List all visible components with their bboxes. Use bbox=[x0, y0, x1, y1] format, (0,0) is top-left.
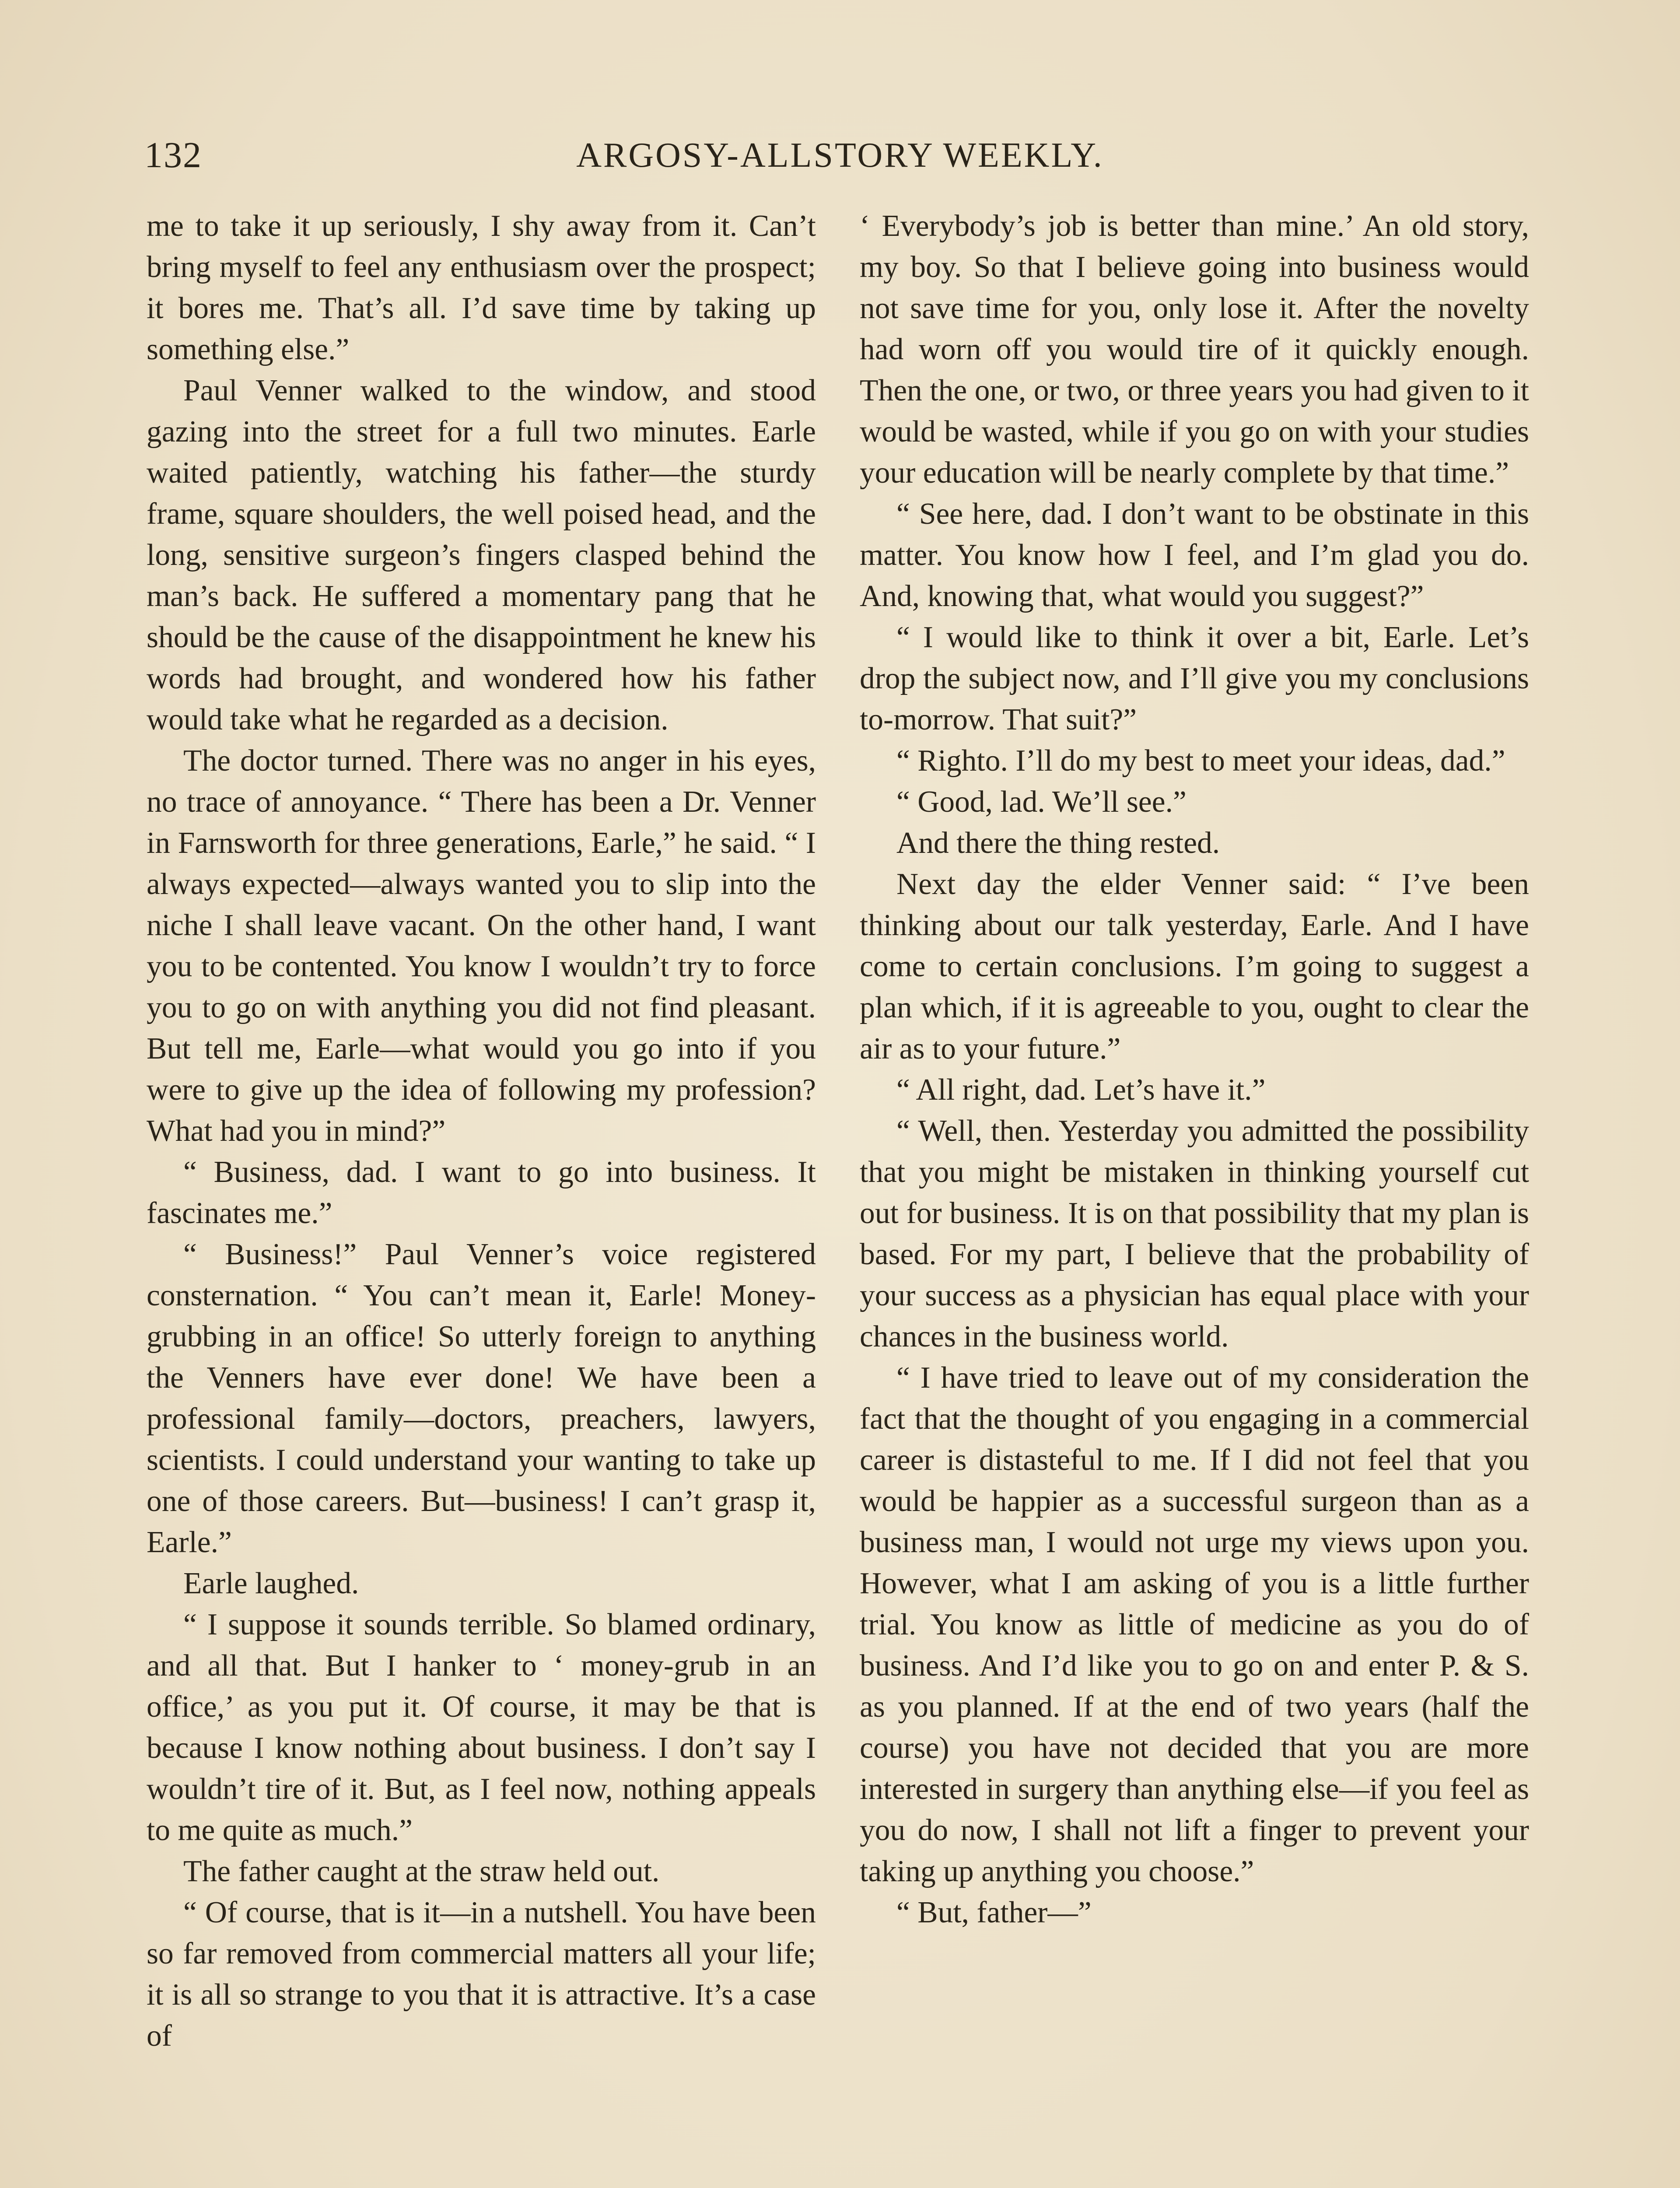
paragraph: “ Well, then. Yesterday you admitted the possibility that you might be mistaken in thinking yourself cut out for business. It is on that possibility that my plan is based. For my part, I believe that the probability of your success as a physician has equal place with your chances in the business world. bbox=[860, 1114, 1529, 1353]
paragraph: The father caught at the straw held out. bbox=[183, 1855, 660, 1888]
paragraph: “ Righto. I’ll do my best to meet your ideas, dad.” bbox=[896, 744, 1505, 778]
paragraph: ‘ Everybody’s job is better than mine.’ An old story, my boy. So that I believe going into business would not save time for you, only lose it. After the novelty had worn off you would tire of it quickly enough. Then the one, or two, or three years you had given to it would be wasted, while if you go on with your studies your education will be nearly complete by that time.” bbox=[860, 209, 1529, 490]
paragraph: Paul Venner walked to the window, and stood gazing into the street for a full two minutes. Earle waited patiently, watching his father—the sturdy frame, square shoulders, the well poised head, and the long, sensitive surgeon’s fingers clasped behind the man’s back. He suffered a momentary pang that he should be the cause of the disappointment he knew his words had brought, and wondered how his father would take what he regarded as a decision. bbox=[147, 374, 816, 736]
right-column bbox=[860, 206, 1529, 1933]
paragraph: “ Of course, that is it—in a nutshell. You have been so far removed from commercial matters all your life; it is all so strange to you that it is attractive. It’s a case of bbox=[147, 1896, 816, 2053]
paragraph: “ I suppose it sounds terrible. So blamed ordinary, and all that. But I hanker to ‘ money-grub in an office,’ as you put it. Of course, it may be that is because I know nothing about business. I don’t say I wouldn’t tire of it. But, as I feel now, nothing appeals to me quite as much.” bbox=[147, 1608, 816, 1847]
paragraph: “ Business, dad. I want to go into business. It fascinates me.” bbox=[147, 1155, 816, 1230]
paragraph: “ Business!” Paul Venner’s voice registered consternation. “ You can’t mean it, Earle! Money-grubbing in an office! So utterly foreign to anything the Venners have ever done! We have been a professional family—doctors, preachers, lawyers, scientists. I could understand your wanting to take up one of those careers. But—business! I can’t grasp it, Earle.” bbox=[147, 1238, 816, 1559]
paragraph: Earle laughed. bbox=[183, 1567, 359, 1600]
paragraph: The doctor turned. There was no anger in his eyes, no trace of annoyance. “ There has been a Dr. Venner in Farnsworth for three generations, Earle,” he said. “ I always expected—always wanted you to slip into the niche I shall leave vacant. On the other hand, I want you to be contented. You know I wouldn’t try to force you to go on with anything you did not find pleasant. But tell me, Earle—what would you go into if you were to give up the idea of following my profession? What had you in mind?” bbox=[147, 744, 816, 1148]
paragraph: “ All right, dad. Let’s have it.” bbox=[896, 1073, 1266, 1107]
paragraph: “ But, father—” bbox=[896, 1896, 1092, 1929]
paragraph: “ See here, dad. I don’t want to be obstinate in this matter. You know how I feel, and I’m glad you do. And, knowing that, what would you suggest?” bbox=[860, 497, 1529, 613]
paragraph: “ I have tried to leave out of my consideration the fact that the thought of you engaging in a commercial career is distasteful to me. If I did not feel that you would be happier as a successful surgeon than as a business man, I would not urge my views upon you. However, what I am asking of you is a little further trial. You know as little of medicine as you do of business. And I’d like you to go on and enter P. & S. as you planned. If at the end of two years (half the course) you have not decided that you are more interested in surgery than anything else—if you feel as you do now, I shall not lift a finger to prevent your taking up anything you choose.” bbox=[860, 1361, 1529, 1888]
paragraph: me to take it up seriously, I shy away from it. Can’t bring myself to feel any enthusiasm over the prospect; it bores me. That’s all. I’d save time by taking up something else.” bbox=[147, 209, 816, 366]
left-column bbox=[147, 206, 816, 2057]
page-number: 132 bbox=[144, 135, 202, 175]
paragraph: “ Good, lad. We’ll see.” bbox=[896, 785, 1186, 819]
page-header bbox=[144, 127, 1536, 184]
paragraph: “ I would like to think it over a bit, Earle. Let’s drop the subject now, and I’ll give you my conclusions to-morrow. That suit?” bbox=[860, 621, 1529, 736]
paragraph: Next day the elder Venner said: “ I’ve been thinking about our talk yesterday, Earle. And I have come to certain conclusions. I’m going to suggest a plan which, if it is agreeable to you, ought to clear the air as to your future.” bbox=[860, 867, 1529, 1066]
running-head: ARGOSY-ALLSTORY WEEKLY. bbox=[576, 136, 1104, 175]
paragraph: And there the thing rested. bbox=[896, 826, 1220, 860]
